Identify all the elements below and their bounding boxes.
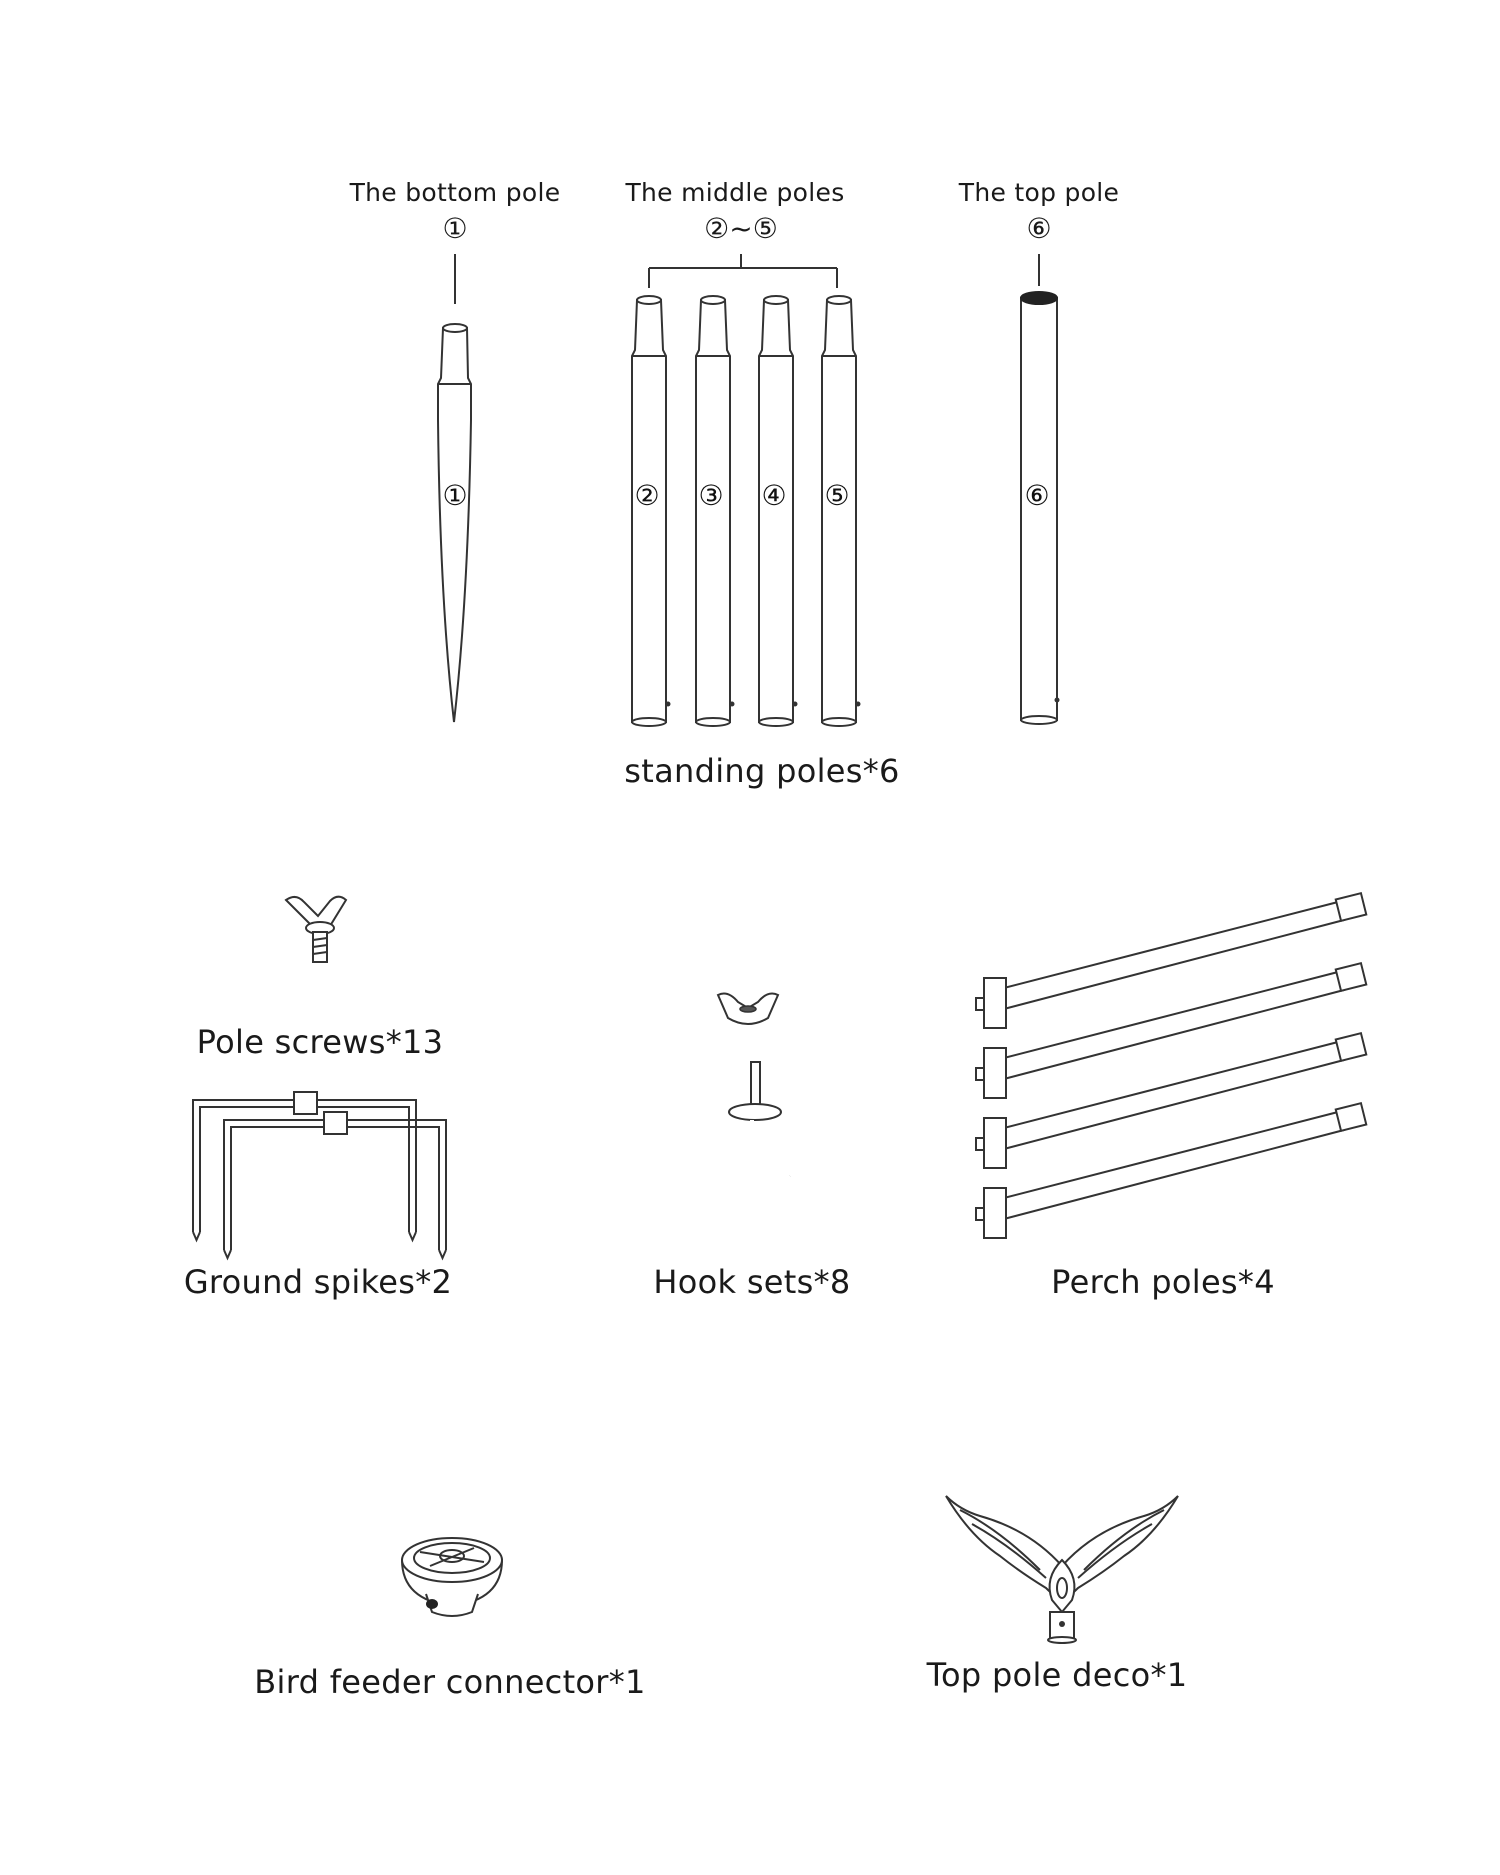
pole-screws-caption: Pole screws*13 xyxy=(196,1023,444,1061)
middle-poles-number: ②~⑤ xyxy=(704,212,778,245)
feeder-connector-icon xyxy=(402,1538,502,1616)
pole-4-number: ④ xyxy=(761,479,787,512)
middle-pole-3 xyxy=(696,296,735,726)
ground-spikes-icon xyxy=(193,1092,446,1258)
top-pole-number: ⑥ xyxy=(1026,212,1052,245)
top-pole xyxy=(1021,292,1060,724)
pole-3-number: ③ xyxy=(698,479,724,512)
middle-poles-label: The middle poles xyxy=(625,178,845,207)
top-deco-icon xyxy=(946,1496,1178,1643)
top-deco-caption: Top pole deco*1 xyxy=(926,1656,1188,1694)
hook-sets-caption: Hook sets*8 xyxy=(653,1263,851,1301)
top-pole-label: The top pole xyxy=(958,178,1120,207)
bottom-pole xyxy=(438,324,471,722)
middle-pole-5 xyxy=(822,296,861,726)
bottom-pole-label: The bottom pole xyxy=(349,178,561,207)
hook-set-icon xyxy=(718,994,790,1210)
pole-screw-icon xyxy=(286,897,346,962)
middle-poles-bracket xyxy=(649,254,837,288)
pole-6-number: ⑥ xyxy=(1024,479,1050,512)
bottom-pole-number: ① xyxy=(442,212,468,245)
pole-1-number: ① xyxy=(442,479,468,512)
ground-spikes-caption: Ground spikes*2 xyxy=(183,1263,453,1301)
standing-poles-caption: standing poles*6 xyxy=(624,752,900,790)
middle-pole-2 xyxy=(632,296,671,726)
pole-5-number: ⑤ xyxy=(824,479,850,512)
middle-pole-4 xyxy=(759,296,798,726)
perch-pole-1 xyxy=(976,893,1366,1028)
perch-poles-icon xyxy=(976,893,1366,1238)
feeder-connector-caption: Bird feeder connector*1 xyxy=(254,1663,646,1701)
pole-2-number: ② xyxy=(634,479,660,512)
perch-poles-caption: Perch poles*4 xyxy=(1051,1263,1275,1301)
